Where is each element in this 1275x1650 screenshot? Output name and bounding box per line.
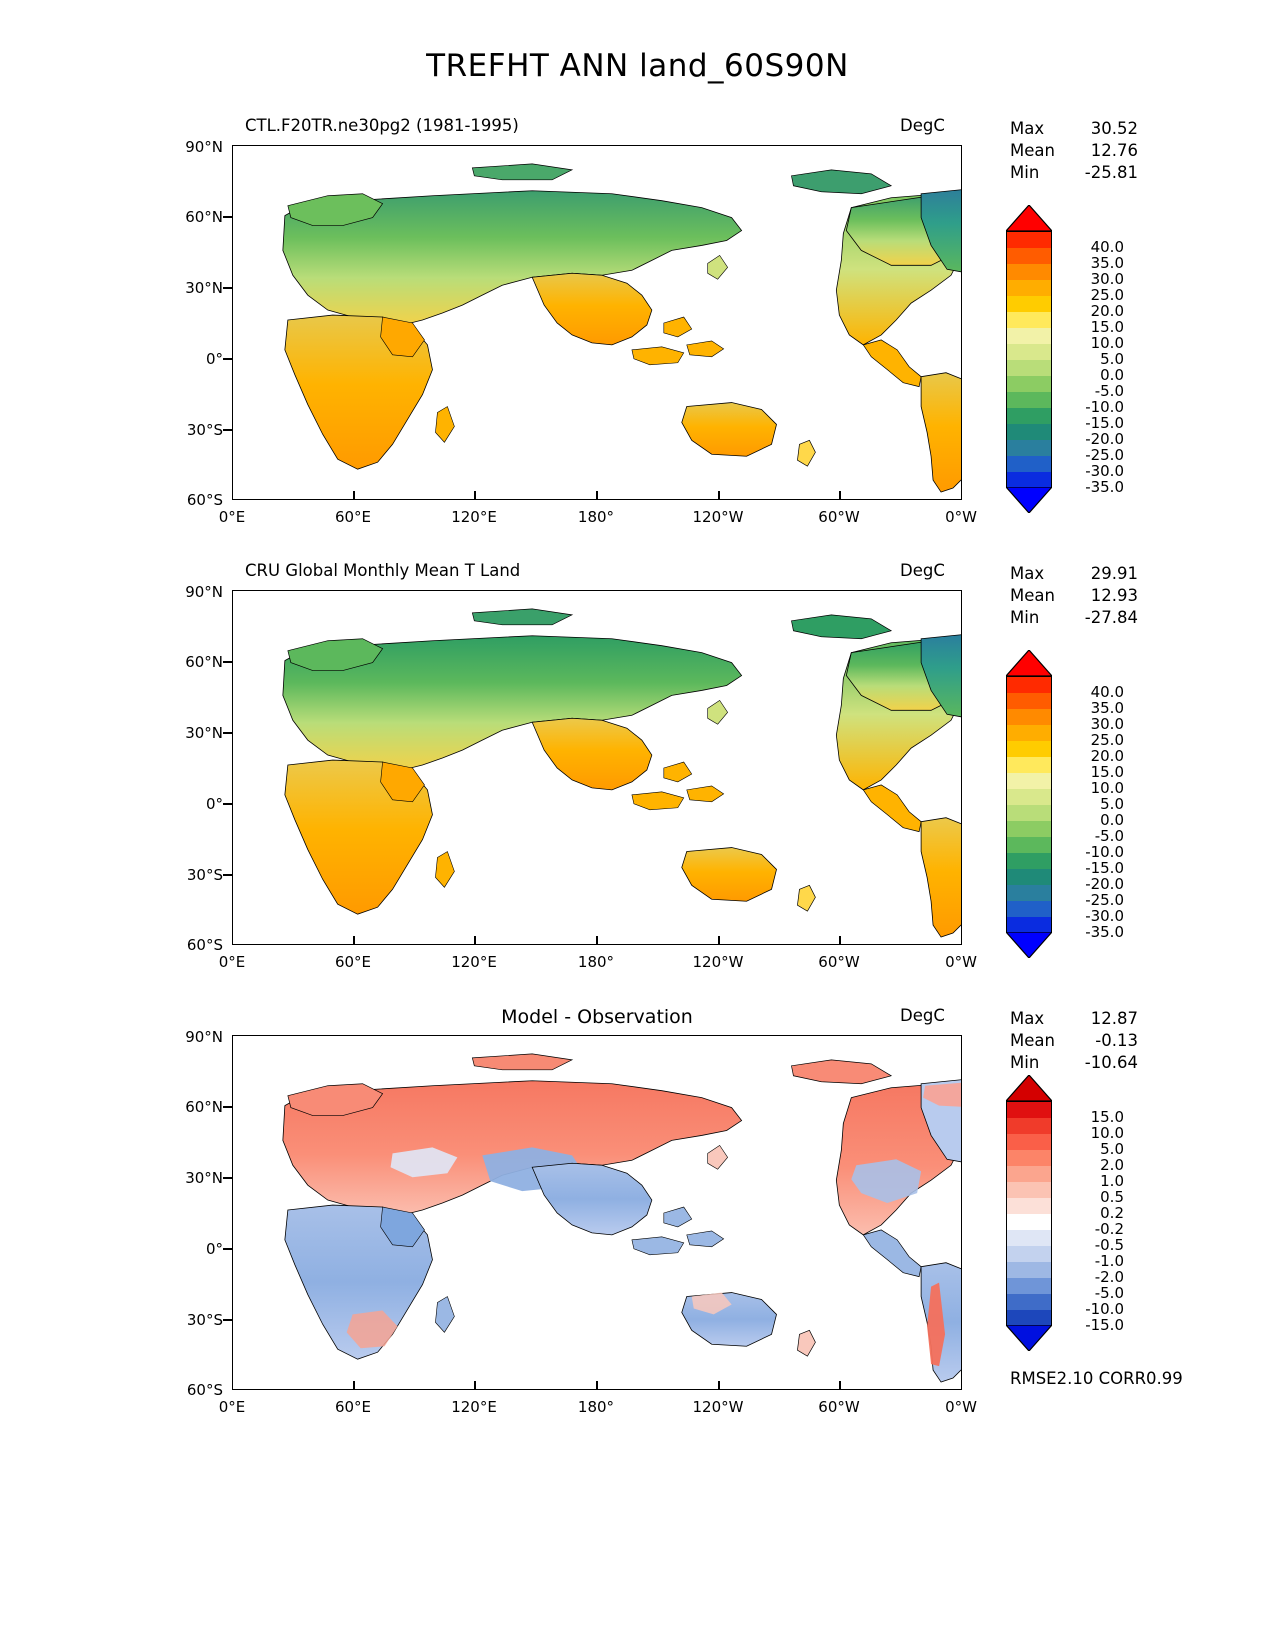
- colorbar-under-arrow: [1006, 1325, 1052, 1351]
- stat-key-corr: CORR: [1098, 1369, 1147, 1388]
- colorbar-tick-label: 40.0: [1090, 238, 1124, 256]
- ytick-label-60S: 60°S: [186, 936, 223, 954]
- colorbar-segment: [1007, 725, 1051, 741]
- xtick-label-180: 180°: [577, 953, 615, 971]
- ytick-label-30S: 30°S: [186, 866, 223, 884]
- colorbar-tick-label: 0.0: [1100, 811, 1124, 829]
- colorbar-tick-label: -20.0: [1085, 430, 1124, 448]
- map-canvas-observation: [233, 591, 961, 944]
- xtick-mark: [596, 1381, 598, 1390]
- ytick-mark: [223, 287, 232, 289]
- stat-value-mean: -0.13: [1095, 1030, 1138, 1050]
- ytick-label-60N: 60°N: [185, 1098, 223, 1116]
- colorbar-over-arrow: [1006, 1075, 1052, 1101]
- stat-value-min: -10.64: [1084, 1052, 1138, 1072]
- map-difference[interactable]: [232, 1035, 962, 1390]
- colorbar-tick-label: -35.0: [1085, 478, 1124, 496]
- map-canvas-model: [233, 146, 961, 499]
- xtick-mark: [474, 491, 476, 500]
- xtick-mark: [596, 491, 598, 500]
- colorbar-segment: [1007, 1102, 1051, 1118]
- colorbar-segment: [1007, 1262, 1051, 1278]
- colorbar-tick-label: 15.0: [1090, 1108, 1124, 1126]
- ytick-mark: [223, 1248, 232, 1250]
- xtick-label-120E: 120°E: [451, 953, 497, 971]
- xtick-label-0E: 0°E: [218, 953, 246, 971]
- error-stats: [1010, 1368, 1183, 1390]
- colorbar-segment: [1007, 232, 1051, 248]
- colorbar-segment: [1007, 1230, 1051, 1246]
- colorbar-segment: [1007, 1182, 1051, 1198]
- colorbar-segment: [1007, 757, 1051, 773]
- xtick-label-120W: 120°W: [692, 1398, 744, 1416]
- xtick-mark: [718, 1381, 720, 1390]
- colorbar-tick-label: 5.0: [1100, 1140, 1124, 1158]
- ytick-label-90N: 90°N: [185, 583, 223, 601]
- xtick-label-60E: 60°E: [334, 1398, 372, 1416]
- ytick-label-90N: 90°N: [185, 1028, 223, 1046]
- ytick-label-60N: 60°N: [185, 208, 223, 226]
- colorbar-tick-label: -10.0: [1085, 843, 1124, 861]
- colorbar-segment: [1007, 901, 1051, 917]
- colorbar-segment: [1007, 1134, 1051, 1150]
- colorbar-segment: [1007, 773, 1051, 789]
- colorbar-segment: [1007, 1278, 1051, 1294]
- xtick-label-180: 180°: [577, 1398, 615, 1416]
- ytick-mark: [223, 216, 232, 218]
- colorbar-tick-label: -2.0: [1094, 1268, 1124, 1286]
- colorbar-tick-label: -15.0: [1085, 1316, 1124, 1334]
- colorbar-segment: [1007, 853, 1051, 869]
- xtick-mark: [474, 936, 476, 945]
- stat-value-rmse: 2.10: [1056, 1369, 1094, 1388]
- colorbar-under-arrow: [1006, 487, 1052, 513]
- colorbar-segment: [1007, 280, 1051, 296]
- colorbar-segment: [1007, 328, 1051, 344]
- colorbar-segment: [1007, 741, 1051, 757]
- colorbar-tick-label: -25.0: [1085, 891, 1124, 909]
- colorbar-segment: [1007, 344, 1051, 360]
- ytick-mark: [223, 1106, 232, 1108]
- colorbar-segment: [1007, 392, 1051, 408]
- stat-key-mean: Mean: [1010, 1030, 1055, 1050]
- colorbar-tick-label: -15.0: [1085, 859, 1124, 877]
- colorbar-tick-label: -20.0: [1085, 875, 1124, 893]
- colorbar-tick-label: 35.0: [1090, 254, 1124, 272]
- colorbar-segment: [1007, 821, 1051, 837]
- colorbar-segment: [1007, 264, 1051, 280]
- colorbar-over-arrow: [1006, 650, 1052, 676]
- ytick-label-90N: 90°N: [185, 138, 223, 156]
- colorbar-segment: [1007, 1150, 1051, 1166]
- colorbar-tick-label: 5.0: [1100, 795, 1124, 813]
- colorbar-tick-label: 15.0: [1090, 318, 1124, 336]
- units-label-difference: DegC: [900, 1006, 945, 1025]
- colorbar-tick-label: 2.0: [1100, 1156, 1124, 1174]
- xtick-mark: [839, 491, 841, 500]
- ytick-label-0: 0°: [205, 795, 223, 813]
- xtick-label-60E: 60°E: [334, 953, 372, 971]
- ytick-mark: [223, 358, 232, 360]
- page-title: TREFHT ANN land_60S90N: [426, 48, 849, 84]
- colorbar-segment: [1007, 885, 1051, 901]
- colorbar-tick-label: -5.0: [1094, 827, 1124, 845]
- map-model[interactable]: [232, 145, 962, 500]
- stat-value-min: -27.84: [1084, 607, 1138, 627]
- colorbar-tick-label: -30.0: [1085, 907, 1124, 925]
- colorbar-segment: [1007, 440, 1051, 456]
- units-label-observation: DegC: [900, 561, 945, 580]
- colorbar-tick-label: 0.2: [1100, 1204, 1124, 1222]
- xtick-label-60W: 60°W: [818, 1398, 860, 1416]
- stats-observation: [1010, 563, 1138, 628]
- colorbar-under-arrow: [1006, 932, 1052, 958]
- xtick-mark: [596, 936, 598, 945]
- xtick-label-60W: 60°W: [818, 953, 860, 971]
- colorbar-segment: [1007, 1310, 1051, 1326]
- colorbar-segment: [1007, 312, 1051, 328]
- ytick-mark: [223, 661, 232, 663]
- xtick-mark: [718, 491, 720, 500]
- colorbar-tick-label: -0.2: [1094, 1220, 1124, 1238]
- colorbar-tick-label: 10.0: [1090, 1124, 1124, 1142]
- colorbar-segment: [1007, 1294, 1051, 1310]
- colorbar-tick-label: 25.0: [1090, 731, 1124, 749]
- colorbar-tick-label: 15.0: [1090, 763, 1124, 781]
- colorbar-tick-label: -15.0: [1085, 414, 1124, 432]
- colorbar-segment: [1007, 1214, 1051, 1230]
- colorbar-tick-label: -30.0: [1085, 462, 1124, 480]
- colorbar-tick-label: 10.0: [1090, 334, 1124, 352]
- stat-key-max: Max: [1010, 564, 1045, 583]
- map-canvas-difference: [233, 1036, 961, 1389]
- colorbar-segment: [1007, 789, 1051, 805]
- colorbar-tick-label: -0.5: [1094, 1236, 1124, 1254]
- xtick-mark: [839, 1381, 841, 1390]
- xtick-label-120W: 120°W: [692, 953, 744, 971]
- map-title-model: CTL.F20TR.ne30pg2 (1981-1995): [245, 116, 519, 135]
- colorbar-tick-label: 35.0: [1090, 699, 1124, 717]
- stat-value-max: 12.87: [1090, 1009, 1138, 1028]
- colorbar-tick-label: 5.0: [1100, 350, 1124, 368]
- xtick-mark: [839, 936, 841, 945]
- colorbar-segment: [1007, 376, 1051, 392]
- colorbar-segment: [1007, 472, 1051, 488]
- xtick-label-120W: 120°W: [692, 508, 744, 526]
- colorbar-segment: [1007, 1246, 1051, 1262]
- ytick-label-30N: 30°N: [185, 1169, 223, 1187]
- xtick-label-0E: 0°E: [218, 1398, 246, 1416]
- ytick-label-0: 0°: [205, 1240, 223, 1258]
- colorbar-segment: [1007, 1118, 1051, 1134]
- colorbar-segment: [1007, 917, 1051, 933]
- colorbar-segment: [1007, 805, 1051, 821]
- stat-value-corr: 0.99: [1146, 1369, 1183, 1388]
- ytick-label-30S: 30°S: [186, 421, 223, 439]
- colorbar-tick-label: -25.0: [1085, 446, 1124, 464]
- colorbar-segment: [1007, 837, 1051, 853]
- stat-key-mean: Mean: [1010, 140, 1055, 160]
- xtick-mark: [353, 1381, 355, 1390]
- map-title-difference: Model - Observation: [501, 1006, 693, 1028]
- stats-model: [1010, 118, 1138, 183]
- xtick-label-0W: 0°W: [945, 1398, 977, 1416]
- units-label-model: DegC: [900, 116, 945, 135]
- stat-value-max: 30.52: [1090, 119, 1138, 138]
- ytick-mark: [223, 429, 232, 431]
- xtick-label-120E: 120°E: [451, 1398, 497, 1416]
- stat-value-max: 29.91: [1090, 564, 1138, 583]
- stat-key-min: Min: [1010, 1052, 1040, 1072]
- stat-value-min: -25.81: [1084, 162, 1138, 182]
- stat-key-max: Max: [1010, 1009, 1045, 1028]
- ytick-mark: [223, 1177, 232, 1179]
- colorbar-tick-label: 10.0: [1090, 779, 1124, 797]
- stat-value-mean: 12.93: [1090, 585, 1138, 605]
- colorbar-tick-label: 20.0: [1090, 302, 1124, 320]
- ytick-mark: [223, 874, 232, 876]
- colorbar-over-arrow: [1006, 205, 1052, 231]
- stat-key-max: Max: [1010, 119, 1045, 138]
- ytick-label-30S: 30°S: [186, 1311, 223, 1329]
- xtick-label-0W: 0°W: [945, 953, 977, 971]
- colorbar-segment: [1007, 424, 1051, 440]
- colorbar-segment: [1007, 1198, 1051, 1214]
- colorbar-segment: [1007, 456, 1051, 472]
- colorbar-tick-label: 40.0: [1090, 683, 1124, 701]
- colorbar-tick-label: 20.0: [1090, 747, 1124, 765]
- colorbar-tick-label: -10.0: [1085, 1300, 1124, 1318]
- ytick-mark: [223, 1319, 232, 1321]
- colorbar-tick-label: 0.0: [1100, 366, 1124, 384]
- colorbar-segment: [1007, 1166, 1051, 1182]
- stats-difference: [1010, 1008, 1138, 1073]
- stat-key-mean: Mean: [1010, 585, 1055, 605]
- colorbar-tick-label: -1.0: [1094, 1252, 1124, 1270]
- ytick-label-30N: 30°N: [185, 279, 223, 297]
- xtick-mark: [353, 491, 355, 500]
- colorbar-segment: [1007, 360, 1051, 376]
- xtick-label-60E: 60°E: [334, 508, 372, 526]
- colorbar-segment: [1007, 869, 1051, 885]
- colorbar-tick-label: 30.0: [1090, 715, 1124, 733]
- ytick-label-60N: 60°N: [185, 653, 223, 671]
- ytick-label-30N: 30°N: [185, 724, 223, 742]
- colorbar-segment: [1007, 296, 1051, 312]
- colorbar-segment: [1007, 709, 1051, 725]
- ytick-mark: [223, 803, 232, 805]
- colorbar-segment: [1007, 693, 1051, 709]
- xtick-label-120E: 120°E: [451, 508, 497, 526]
- xtick-label-0W: 0°W: [945, 508, 977, 526]
- ytick-label-60S: 60°S: [186, 491, 223, 509]
- colorbar-tick-label: 0.5: [1100, 1188, 1124, 1206]
- colorbar-tick-label: 1.0: [1100, 1172, 1124, 1190]
- colorbar-tick-label: 30.0: [1090, 270, 1124, 288]
- xtick-label-60W: 60°W: [818, 508, 860, 526]
- xtick-mark: [353, 936, 355, 945]
- colorbar-tick-label: -5.0: [1094, 1284, 1124, 1302]
- colorbar-tick-label: -35.0: [1085, 923, 1124, 941]
- xtick-mark: [718, 936, 720, 945]
- ytick-label-60S: 60°S: [186, 1381, 223, 1399]
- colorbar-segment: [1007, 408, 1051, 424]
- colorbar-tick-label: -5.0: [1094, 382, 1124, 400]
- colorbar-tick-label: 25.0: [1090, 286, 1124, 304]
- stat-key-min: Min: [1010, 607, 1040, 627]
- colorbar-segment: [1007, 248, 1051, 264]
- stat-value-mean: 12.76: [1090, 140, 1138, 160]
- ytick-mark: [223, 732, 232, 734]
- xtick-mark: [474, 1381, 476, 1390]
- colorbar-tick-label: -10.0: [1085, 398, 1124, 416]
- xtick-label-0E: 0°E: [218, 508, 246, 526]
- colorbar-segment: [1007, 677, 1051, 693]
- stat-key-min: Min: [1010, 162, 1040, 182]
- stat-key-rmse: RMSE: [1010, 1369, 1057, 1388]
- xtick-label-180: 180°: [577, 508, 615, 526]
- map-observation[interactable]: [232, 590, 962, 945]
- map-title-observation: CRU Global Monthly Mean T Land: [245, 561, 521, 580]
- ytick-label-0: 0°: [205, 350, 223, 368]
